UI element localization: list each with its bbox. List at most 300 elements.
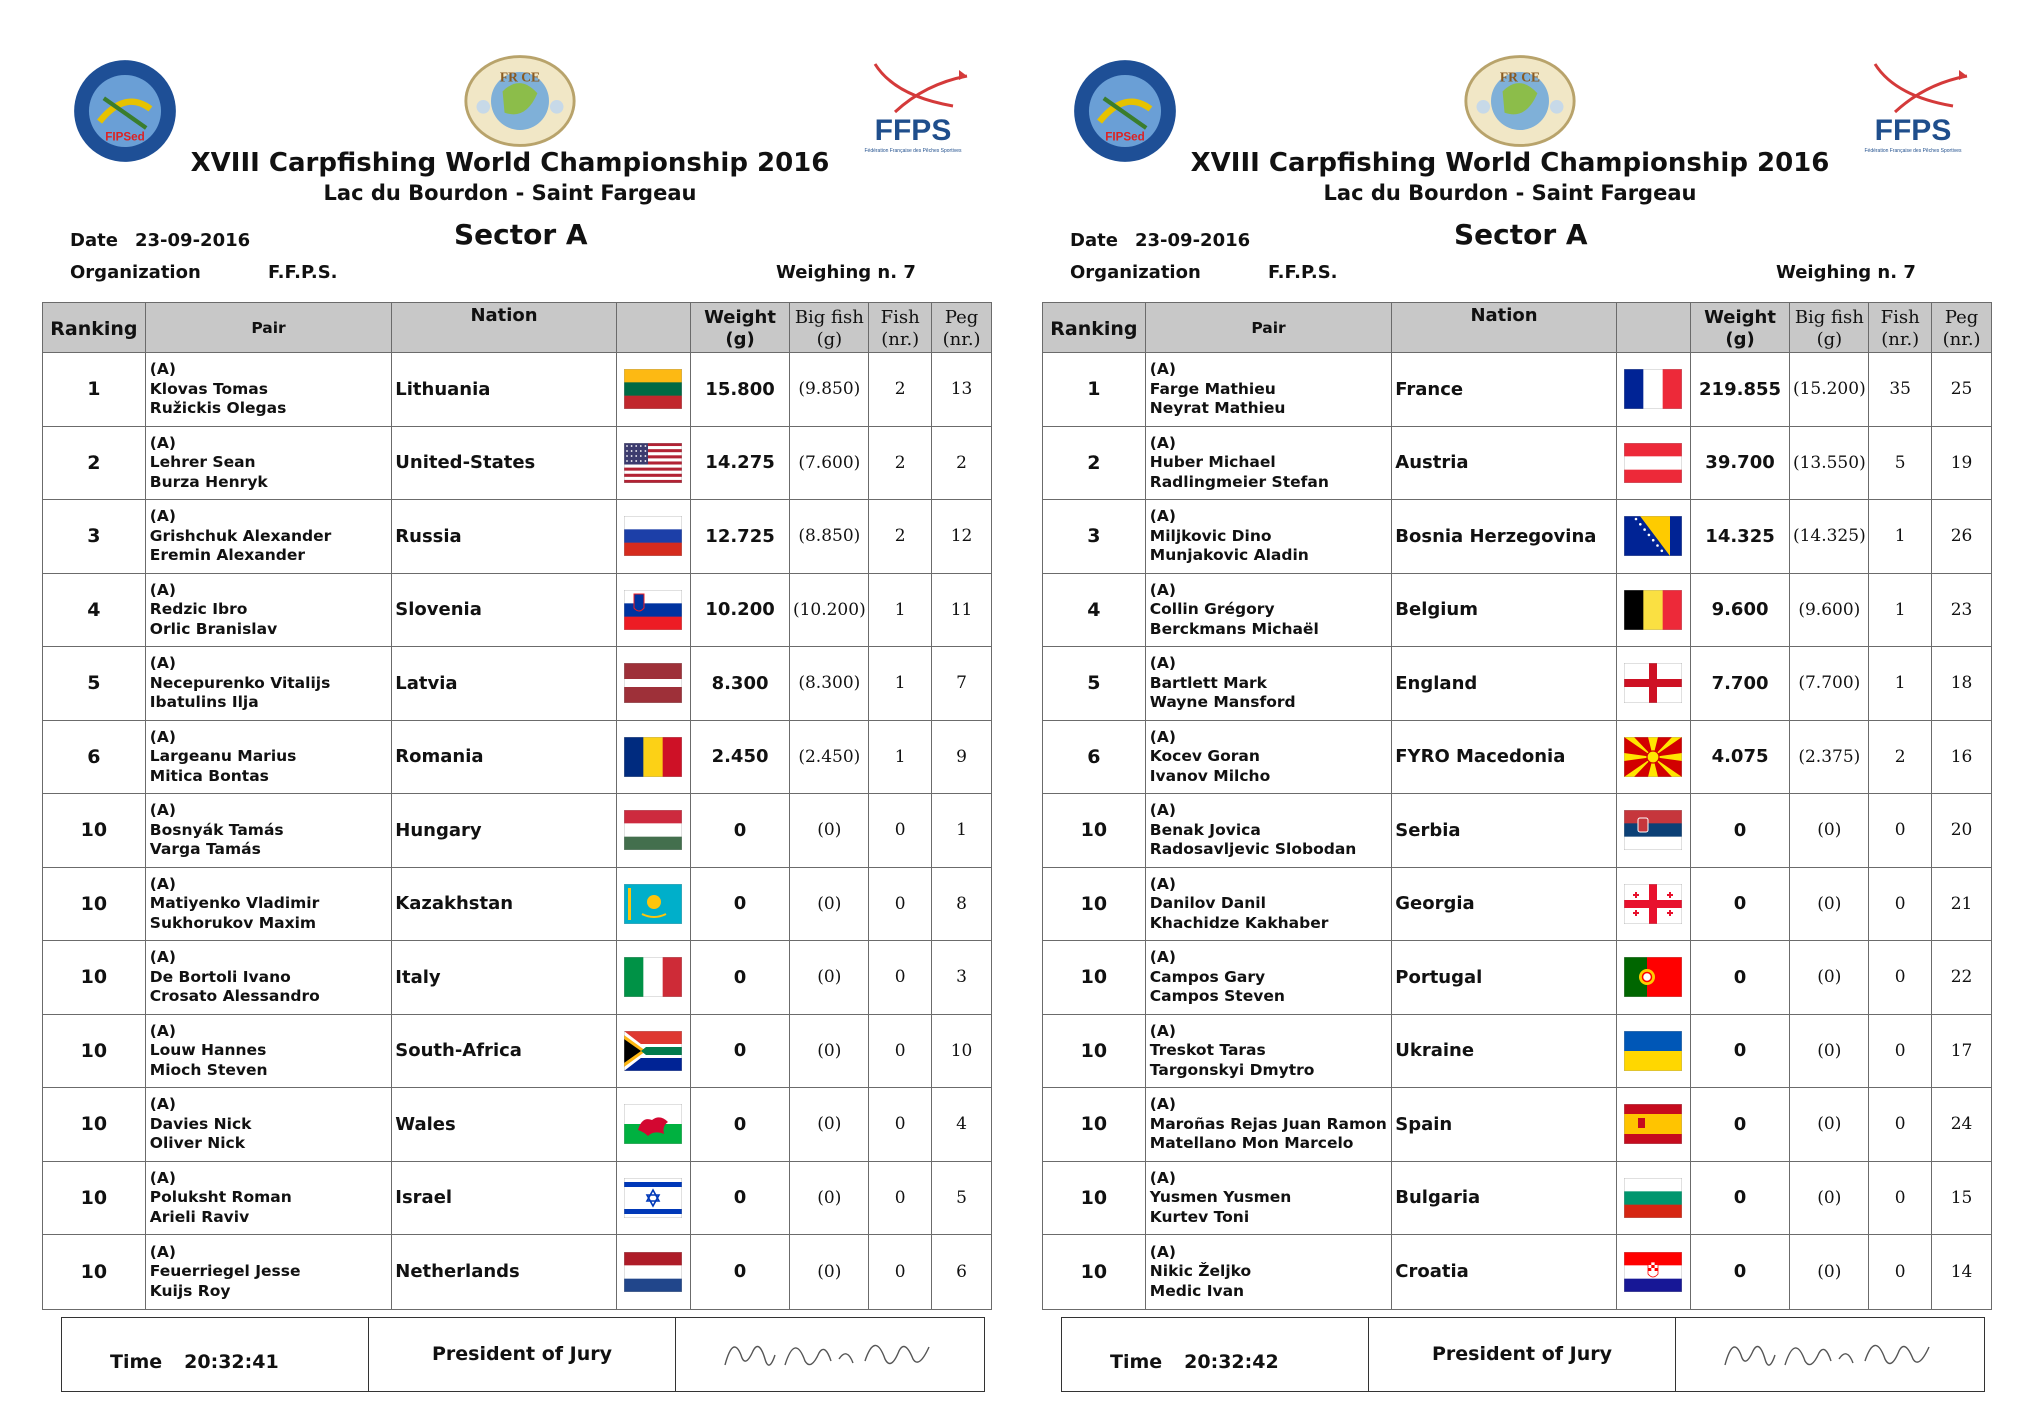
- table-row: [43, 868, 991, 942]
- flag-cell: [1617, 1088, 1691, 1161]
- nation-cell: Serbia: [1392, 794, 1617, 867]
- pair-cell: [1146, 941, 1392, 1014]
- angler-2: Berckmans Michaël: [1149, 619, 1319, 638]
- svg-text:FR CE: FR CE: [1499, 69, 1541, 85]
- angler-2: Varga Tamás: [149, 840, 261, 858]
- group-label: (A): [1149, 1242, 1176, 1261]
- results-sheet-left: [0, 0, 1010, 1428]
- weight-cell: 0: [691, 1088, 791, 1161]
- weight-cell: 15.800: [691, 353, 791, 426]
- nation-cell: Kazakhstan: [392, 868, 617, 941]
- table-row: [43, 941, 991, 1015]
- nation-cell: Portugal: [1392, 941, 1617, 1014]
- table-row: [43, 353, 991, 427]
- nation-cell: Lithuania: [392, 353, 617, 426]
- bigfish-cell: (7.600): [790, 427, 869, 500]
- pair-cell: [146, 1162, 392, 1235]
- peg-cell: 16: [1950, 746, 1973, 767]
- georgia-flag-icon: [1624, 884, 1682, 924]
- angler-1: Grishchuk Alexander: [149, 526, 332, 545]
- fish-count-cell: 1: [869, 574, 932, 647]
- pair-cell: [146, 574, 392, 647]
- svg-text:FFPS: FFPS: [1874, 114, 1952, 147]
- table-header: [1043, 303, 1991, 353]
- jury-signature: [715, 1325, 945, 1385]
- bigfish-cell: (8.300): [790, 647, 869, 720]
- angler-2: Ivanov Milcho: [1149, 766, 1271, 785]
- pair-cell: [1146, 574, 1392, 647]
- angler-2: Arieli Raviv: [149, 1207, 250, 1226]
- bigfish-cell: (0): [1790, 1235, 1869, 1309]
- group-label: (A): [1149, 360, 1176, 378]
- ranking-cell: 6: [1043, 721, 1146, 794]
- angler-1: Collin Grégory: [1149, 600, 1275, 618]
- fish-count-cell: 0: [1869, 1088, 1932, 1161]
- flag-cell: [617, 1235, 691, 1309]
- ranking-cell: 10: [43, 1162, 146, 1235]
- nation-cell: FYRO Macedonia: [1392, 721, 1617, 794]
- time-label: Time: [110, 1350, 163, 1373]
- flag-cell: [617, 794, 691, 867]
- angler-2: Campos Steven: [1149, 987, 1285, 1005]
- fish-count-cell: 1: [1869, 647, 1932, 720]
- venue-subtitle: Lac du Bourdon - Saint Fargeau: [323, 181, 697, 205]
- peg-cell: 12: [950, 526, 973, 547]
- svg-text:Fédération Française des Pêche: Fédération Française des Pêches Sportives: [1864, 148, 1962, 154]
- angler-1: Campos Gary: [1149, 967, 1266, 986]
- sector-label: Sector A: [1454, 218, 1588, 251]
- peg-cell: 9: [956, 746, 967, 767]
- bigfish-cell: (0): [790, 1015, 869, 1088]
- fish-count-cell: 1: [869, 721, 932, 794]
- group-label: (A): [1149, 654, 1176, 672]
- weight-cell: 219.855: [1691, 353, 1791, 426]
- peg-cell: 7: [956, 673, 967, 694]
- group-label: (A): [149, 1168, 176, 1187]
- date-value: 23-09-2016: [1135, 230, 1251, 251]
- angler-2: Mioch Steven: [149, 1060, 268, 1079]
- bigfish-cell: (0): [790, 941, 869, 1014]
- col-weight: Weight (g): [691, 303, 791, 352]
- angler-1: Yusmen Yusmen: [1149, 1188, 1292, 1206]
- fish-count-cell: 0: [1869, 1015, 1932, 1088]
- nation-cell: Slovenia: [392, 574, 617, 647]
- angler-2: Radosavljevic Slobodan: [1149, 840, 1357, 858]
- weight-cell: 0: [1691, 868, 1791, 941]
- bigfish-cell: (14.325): [1790, 500, 1869, 573]
- weight-cell: 0: [691, 868, 791, 941]
- angler-2: Targonskyi Dmytro: [1149, 1060, 1315, 1079]
- angler-2: Ružickis Olegas: [149, 399, 287, 417]
- angler-1: De Bortoli Ivano: [149, 967, 291, 986]
- bulgaria-flag-icon: [1624, 1178, 1682, 1218]
- table-row: [43, 1162, 991, 1236]
- group-label: (A): [1149, 948, 1176, 966]
- fish-count-cell: 0: [869, 794, 932, 867]
- ranking-cell: 5: [43, 647, 146, 720]
- angler-1: Bartlett Mark: [1149, 673, 1267, 692]
- table-row: [1043, 1088, 1991, 1162]
- table-row: [1043, 647, 1991, 721]
- weight-cell: 8.300: [691, 647, 791, 720]
- fish-count-cell: 1: [1869, 574, 1932, 647]
- italy-flag-icon: [624, 957, 682, 997]
- angler-2: Matellano Mon Marcelo: [1149, 1134, 1354, 1152]
- netherlands-flag-icon: [624, 1252, 682, 1292]
- group-label: (A): [149, 1095, 176, 1113]
- weight-cell: 4.075: [1691, 721, 1791, 794]
- bigfish-cell: (2.450): [790, 721, 869, 794]
- nation-cell: Wales: [392, 1088, 617, 1161]
- ranking-cell: 10: [43, 794, 146, 867]
- serbia-flag-icon: [1624, 810, 1682, 850]
- group-label: (A): [1149, 727, 1176, 746]
- ranking-cell: 10: [1043, 1088, 1146, 1161]
- weight-cell: 7.700: [1691, 647, 1791, 720]
- fish-count-cell: 0: [1869, 868, 1932, 941]
- bigfish-cell: (0): [790, 868, 869, 941]
- table-row: [1043, 427, 1991, 501]
- peg-cell: 24: [1950, 1114, 1973, 1135]
- fish-count-cell: 1: [869, 647, 932, 720]
- weight-cell: 0: [1691, 1015, 1791, 1088]
- bigfish-cell: (0): [1790, 868, 1869, 941]
- weight-cell: 0: [691, 1235, 791, 1309]
- ranking-cell: 1: [1043, 353, 1146, 426]
- table-row: [1043, 353, 1991, 427]
- angler-2: Munjakovic Aladin: [1149, 546, 1309, 564]
- fish-count-cell: 0: [1869, 1235, 1932, 1309]
- group-label: (A): [149, 1242, 176, 1261]
- weight-cell: 0: [1691, 941, 1791, 1014]
- group-label: (A): [1149, 801, 1176, 819]
- bigfish-cell: (9.850): [790, 353, 869, 426]
- col-ranking: Ranking: [1043, 303, 1146, 352]
- col-weight: Weight (g): [1691, 303, 1791, 352]
- flag-cell: [1617, 500, 1691, 573]
- bigfish-cell: (9.600): [1790, 574, 1869, 647]
- col-pair: Pair: [146, 303, 392, 352]
- russia-flag-icon: [624, 516, 682, 556]
- peg-cell: 3: [956, 967, 967, 988]
- fish-count-cell: 35: [1869, 353, 1932, 426]
- pair-cell: [1146, 1235, 1392, 1309]
- organization-label: Organization: [1070, 262, 1201, 283]
- pair-cell: [146, 1088, 392, 1161]
- angler-1: Davies Nick: [149, 1114, 252, 1133]
- ranking-cell: 10: [1043, 794, 1146, 867]
- angler-2: Burza Henryk: [149, 472, 268, 491]
- ffps-logo: [1855, 56, 1975, 156]
- nation-cell: Georgia: [1392, 868, 1617, 941]
- pair-cell: [1146, 1162, 1392, 1235]
- col-nation: Nation: [1392, 303, 1617, 352]
- peg-cell: 23: [1950, 599, 1973, 620]
- ranking-cell: 3: [1043, 500, 1146, 573]
- weight-cell: 0: [691, 941, 791, 1014]
- nation-cell: France: [1392, 353, 1617, 426]
- lithuania-flag-icon: [624, 369, 682, 409]
- group-label: (A): [149, 727, 176, 746]
- flag-cell: [617, 721, 691, 794]
- ranking-cell: 10: [43, 1088, 146, 1161]
- flag-cell: [617, 427, 691, 500]
- weight-cell: 12.725: [691, 500, 791, 573]
- group-label: (A): [1149, 1095, 1176, 1113]
- weight-cell: 0: [691, 794, 791, 867]
- nation-cell: Netherlands: [392, 1235, 617, 1309]
- col-ranking: Ranking: [43, 303, 146, 352]
- nation-cell: Hungary: [392, 794, 617, 867]
- bigfish-cell: (0): [790, 1088, 869, 1161]
- flag-cell: [617, 574, 691, 647]
- wales-flag-icon: [624, 1104, 682, 1144]
- results-table: [1042, 302, 1992, 1310]
- group-label: (A): [149, 580, 176, 599]
- angler-1: Redzic Ibro: [149, 600, 248, 618]
- organization-value: F.F.P.S.: [268, 262, 338, 283]
- group-label: (A): [1149, 1021, 1176, 1040]
- croatia-flag-icon: [1624, 1252, 1682, 1292]
- peg-cell: 13: [950, 379, 973, 400]
- date-label: Date: [1070, 230, 1118, 251]
- group-label: (A): [149, 360, 176, 378]
- svg-text:FR CE: FR CE: [499, 69, 541, 85]
- angler-2: Neyrat Mathieu: [1149, 399, 1286, 417]
- bigfish-cell: (8.850): [790, 500, 869, 573]
- peg-cell: 8: [956, 893, 967, 914]
- nation-cell: Italy: [392, 941, 617, 1014]
- fish-count-cell: 0: [1869, 941, 1932, 1014]
- group-label: (A): [1149, 580, 1176, 599]
- table-row: [1043, 574, 1991, 648]
- flag-cell: [1617, 1235, 1691, 1309]
- pair-cell: [1146, 794, 1392, 867]
- group-label: (A): [149, 874, 176, 893]
- flag-cell: [1617, 1162, 1691, 1235]
- nation-cell: Belgium: [1392, 574, 1617, 647]
- pair-cell: [146, 647, 392, 720]
- bigfish-cell: (10.200): [790, 574, 869, 647]
- table-row: [1043, 1015, 1991, 1089]
- fish-count-cell: 2: [869, 500, 932, 573]
- group-label: (A): [149, 507, 176, 525]
- bigfish-cell: (0): [1790, 1162, 1869, 1235]
- angler-1: Poluksht Roman: [149, 1188, 292, 1206]
- table-body: [1043, 353, 1991, 1309]
- bigfish-cell: (15.200): [1790, 353, 1869, 426]
- ranking-cell: 10: [43, 1015, 146, 1088]
- col-fish: Fish (nr.): [1869, 303, 1932, 352]
- fish-count-cell: 0: [869, 941, 932, 1014]
- col-nation: Nation: [392, 303, 617, 352]
- nation-cell: Russia: [392, 500, 617, 573]
- pair-cell: [146, 794, 392, 867]
- group-label: (A): [149, 1021, 176, 1040]
- weight-cell: 0: [1691, 1162, 1791, 1235]
- table-row: [1043, 500, 1991, 574]
- signature-cell: [1676, 1318, 1984, 1391]
- hungary-flag-icon: [624, 810, 682, 850]
- romania-flag-icon: [624, 737, 682, 777]
- weight-cell: 39.700: [1691, 427, 1791, 500]
- southafrica-flag-icon: [624, 1031, 682, 1071]
- macedonia-flag-icon: [1624, 737, 1682, 777]
- usa-flag-icon: [624, 443, 682, 483]
- angler-2: Crosato Alessandro: [149, 987, 320, 1005]
- peg-cell: 2: [956, 452, 967, 473]
- ranking-cell: 6: [43, 721, 146, 794]
- ranking-cell: 4: [1043, 574, 1146, 647]
- col-peg: Peg (nr.): [1942, 306, 1981, 350]
- fish-count-cell: 0: [869, 1088, 932, 1161]
- angler-1: Louw Hannes: [149, 1041, 267, 1059]
- pair-cell: [146, 1235, 392, 1309]
- pair-cell: [1146, 353, 1392, 426]
- fish-count-cell: 2: [869, 353, 932, 426]
- peg-cell: 5: [956, 1187, 967, 1208]
- peg-cell: 26: [1950, 526, 1973, 547]
- time-value: 20:32:41: [184, 1350, 279, 1373]
- page-title: XVIII Carpfishing World Championship 2016: [190, 148, 830, 178]
- angler-1: Nikic Željko: [1149, 1262, 1252, 1280]
- pair-cell: [1146, 868, 1392, 941]
- table-row: [43, 721, 991, 795]
- results-sheet-right: [1000, 0, 2010, 1428]
- angler-1: Huber Michael: [1149, 453, 1276, 471]
- slovenia-flag-icon: [624, 590, 682, 630]
- table-row: [1043, 868, 1991, 942]
- angler-1: Danilov Danil: [1149, 894, 1266, 912]
- ranking-cell: 10: [1043, 1015, 1146, 1088]
- angler-1: Klovas Tomas: [149, 379, 268, 398]
- bigfish-cell: (0): [1790, 1015, 1869, 1088]
- angler-2: Medic Ivan: [1149, 1281, 1245, 1300]
- time-label: Time: [1110, 1350, 1163, 1373]
- time-value: 20:32:42: [1184, 1350, 1279, 1373]
- bigfish-cell: (0): [790, 1235, 869, 1309]
- table-header: [43, 303, 991, 353]
- peg-cell: 21: [1950, 893, 1973, 914]
- peg-cell: 10: [950, 1040, 973, 1061]
- bigfish-cell: (0): [1790, 941, 1869, 1014]
- table-row: [1043, 1162, 1991, 1236]
- france-2016-logo: [1462, 52, 1578, 150]
- angler-1: Farge Mathieu: [1149, 379, 1276, 398]
- weight-cell: 0: [1691, 1088, 1791, 1161]
- fish-count-cell: 1: [1869, 500, 1932, 573]
- weight-cell: 2.450: [691, 721, 791, 794]
- bigfish-cell: (2.375): [1790, 721, 1869, 794]
- fish-count-cell: 0: [869, 1162, 932, 1235]
- group-label: (A): [149, 801, 176, 819]
- kazakhstan-flag-icon: [624, 884, 682, 924]
- flag-cell: [617, 868, 691, 941]
- flag-cell: [617, 647, 691, 720]
- table-row: [43, 647, 991, 721]
- peg-cell: 18: [1950, 673, 1973, 694]
- group-label: (A): [1149, 507, 1176, 525]
- group-label: (A): [1149, 433, 1176, 452]
- group-label: (A): [149, 654, 176, 672]
- president-of-jury-label: President of Jury: [1369, 1318, 1676, 1391]
- portugal-flag-icon: [1624, 957, 1682, 997]
- table-row: [43, 1088, 991, 1162]
- peg-cell: 11: [950, 599, 973, 620]
- fish-count-cell: 2: [1869, 721, 1932, 794]
- organization-value: F.F.P.S.: [1268, 262, 1338, 283]
- col-flag: [1617, 303, 1691, 352]
- ranking-cell: 10: [1043, 1162, 1146, 1235]
- col-bigfish: Big fish (g): [1790, 303, 1869, 352]
- signature-cell: [676, 1318, 984, 1391]
- angler-1: Treskot Taras: [1149, 1041, 1266, 1059]
- fish-count-cell: 0: [869, 868, 932, 941]
- flag-cell: [617, 1162, 691, 1235]
- ranking-cell: 10: [1043, 868, 1146, 941]
- table-row: [43, 500, 991, 574]
- flag-cell: [1617, 574, 1691, 647]
- table-row: [43, 1015, 991, 1089]
- page-title: XVIII Carpfishing World Championship 2016: [1190, 148, 1830, 178]
- ranking-cell: 4: [43, 574, 146, 647]
- fish-count-cell: 0: [869, 1235, 932, 1309]
- weight-cell: 10.200: [691, 574, 791, 647]
- footer-box: [1061, 1317, 1985, 1392]
- bigfish-cell: (0): [790, 1162, 869, 1235]
- flag-cell: [1617, 353, 1691, 426]
- svg-text:Fédération Française des Pêche: Fédération Française des Pêches Sportives: [864, 148, 962, 154]
- group-label: (A): [149, 433, 176, 452]
- pair-cell: [1146, 647, 1392, 720]
- weight-cell: 0: [1691, 1235, 1791, 1309]
- peg-cell: 19: [1950, 452, 1973, 473]
- jury-signature: [1715, 1325, 1945, 1385]
- pair-cell: [146, 353, 392, 426]
- france-2016-logo: [462, 52, 578, 150]
- angler-2: Kuijs Roy: [149, 1281, 231, 1300]
- svg-text:FIPSed: FIPSed: [105, 130, 145, 144]
- nation-cell: Spain: [1392, 1088, 1617, 1161]
- flag-cell: [1617, 868, 1691, 941]
- pair-cell: [1146, 721, 1392, 794]
- spain-flag-icon: [1624, 1104, 1682, 1144]
- pair-cell: [1146, 1088, 1392, 1161]
- ranking-cell: 1: [43, 353, 146, 426]
- footer-box: [61, 1317, 985, 1392]
- table-row: [43, 574, 991, 648]
- nation-cell: Israel: [392, 1162, 617, 1235]
- belgium-flag-icon: [1624, 590, 1682, 630]
- bigfish-cell: (0): [1790, 794, 1869, 867]
- latvia-flag-icon: [624, 663, 682, 703]
- fish-count-cell: 0: [869, 1015, 932, 1088]
- england-flag-icon: [1624, 663, 1682, 703]
- pair-cell: [146, 721, 392, 794]
- flag-cell: [617, 941, 691, 1014]
- france-flag-icon: [1624, 369, 1682, 409]
- angler-1: Bosnyák Tamás: [149, 820, 284, 839]
- group-label: (A): [149, 948, 176, 966]
- bigfish-cell: (0): [790, 794, 869, 867]
- table-body: [43, 353, 991, 1309]
- peg-cell: 15: [1950, 1187, 1973, 1208]
- fish-count-cell: 0: [1869, 1162, 1932, 1235]
- fish-count-cell: 5: [1869, 427, 1932, 500]
- angler-2: Sukhorukov Maxim: [149, 913, 317, 932]
- angler-1: Kocev Goran: [1149, 747, 1260, 765]
- angler-2: Khachidze Kakhaber: [1149, 913, 1329, 932]
